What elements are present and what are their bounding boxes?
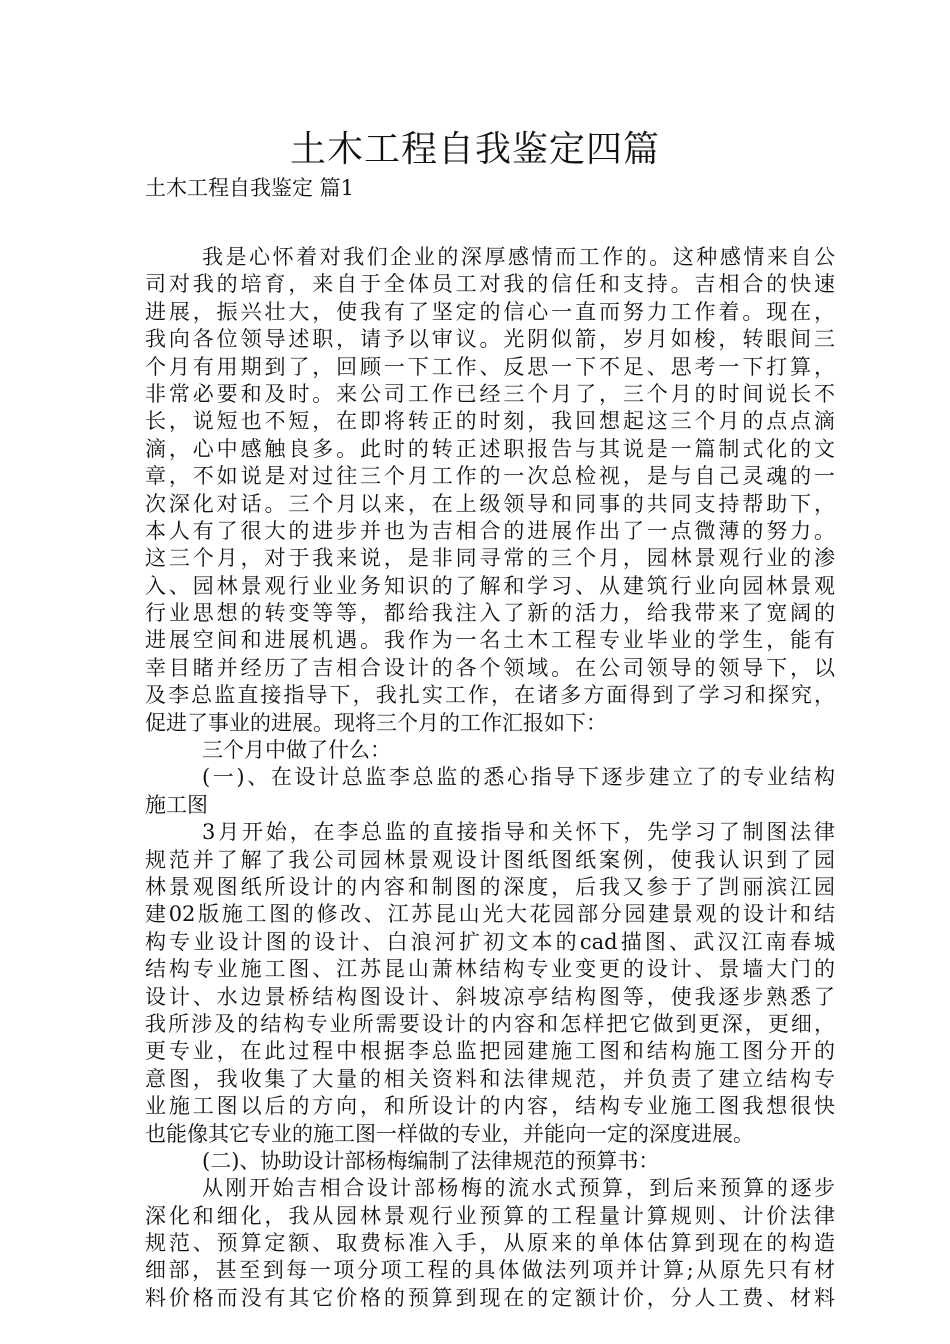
text-line: 建02版施工图的修改、江苏昆山光大花园部分园建景观的设计和结: [145, 902, 835, 927]
text-line: 及李总监直接指导下，我扎实工作，在诸多方面得到了学习和探究，: [145, 683, 835, 708]
text-line: 长，说短也不短，在即将转正的时刻，我回想起这三个月的点点滴: [145, 409, 835, 434]
text-line: 也能像其它专业的施工图一样做的专业，并能向一定的深度进展。: [145, 1121, 754, 1146]
text-line: 个月有用期到了，回顾一下工作、反思一下不足、思考一下打算，: [145, 354, 835, 379]
text-line: 结构专业施工图、江苏昆山萧林结构专业变更的设计、景墙大门的: [145, 957, 835, 982]
text-line: 我所涉及的结构专业所需要设计的内容和怎样把它做到更深，更细，: [145, 1011, 835, 1036]
text-line: 构专业设计图的设计、白浪河扩初文本的cad描图、武汉江南春城: [145, 929, 835, 954]
text-line: 进展空间和进展机遇。我作为一名土木工程专业毕业的学生，能有: [145, 628, 835, 653]
text-line: 3月开始，在李总监的直接指导和关怀下，先学习了制图法律: [202, 820, 835, 845]
text-line: 规范、预算定额、取费标准入手，从原来的单体估算到现在的构造: [145, 1231, 835, 1256]
section-heading: (二)、协助设计部杨梅编制了法律规范的预算书：: [202, 1148, 660, 1173]
text-line: 更专业，在此过程中根据李总监把园建施工图和结构施工图分开的: [145, 1039, 835, 1064]
text-line: 章，不如说是对过往三个月工作的一次总检视，是与自己灵魂的一: [145, 464, 835, 489]
text-line: 料价格而没有其它价格的预算到现在的定额计价，分人工费、材料: [145, 1285, 835, 1310]
text-line: 促进了事业的进展。现将三个月的工作汇报如下：: [145, 710, 607, 735]
document-title: 土木工程自我鉴定四篇: [289, 129, 660, 170]
text-line: 这三个月，对于我来说，是非同寻常的三个月，园林景观行业的渗: [145, 546, 835, 571]
text-line: 林景观图纸所设计的内容和制图的深度，后我又参于了剀丽滨江园: [145, 874, 835, 899]
text-line: 行业思想的转变等等，都给我注入了新的活力，给我带来了宽阔的: [145, 601, 835, 626]
text-line: 入、园林景观行业业务知识的了解和学习、从建筑行业向园林景观: [145, 573, 835, 598]
text-line: 设计、水边景桥结构图设计、斜坡凉亭结构图等，使我逐步熟悉了: [145, 984, 835, 1009]
text-line: 业施工图以后的方向，和所设计的内容，结构专业施工图我想很快: [145, 1094, 835, 1119]
text-line: 施工图: [145, 792, 208, 817]
section-heading: (一)、在设计总监李总监的悉心指导下逐步建立了的专业结构: [202, 765, 835, 790]
text-line: 本人有了很大的进步并也为吉相合的进展作出了一点微薄的努力。: [145, 518, 835, 543]
section-heading: 三个月中做了什么：: [202, 738, 391, 763]
document-subtitle: 土木工程自我鉴定 篇1: [145, 176, 355, 200]
text-line: 意图，我收集了大量的相关资料和法律规范，并负责了建立结构专: [145, 1066, 835, 1091]
text-line: 进展，振兴壮大，使我有了坚定的信心一直而努力工作着。现在，: [145, 299, 835, 324]
text-line: 我是心怀着对我们企业的深厚感情而工作的。这种感情来自公: [202, 245, 835, 269]
text-line: 非常必要和及时。来公司工作已经三个月了，三个月的时间说长不: [145, 381, 835, 406]
text-line: 细部，甚至到每一项分项工程的具体做法列项并计算;从原先只有材: [145, 1258, 835, 1283]
text-line: 幸目睹并经历了吉相合设计的各个领域。在公司领导的领导下，以: [145, 655, 835, 680]
text-line: 规范并了解了我公司园林景观设计图纸图纸案例，使我认识到了园: [145, 847, 835, 872]
text-line: 次深化对话。三个月以来，在上级领导和同事的共同支持帮助下，: [145, 491, 835, 516]
document-body: [145, 244, 835, 1312]
text-line: 从刚开始吉相合设计部杨梅的流水式预算，到后来预算的逐步: [202, 1176, 835, 1201]
text-line: 滴，心中感触良多。此时的转正述职报告与其说是一篇制式化的文: [145, 436, 835, 461]
text-line: 深化和细化，我从园林景观行业预算的工程量计算规则、计价法律: [145, 1203, 835, 1228]
text-line: 司对我的培育，来自于全体员工对我的信任和支持。吉相合的快速: [145, 272, 835, 297]
text-line: 我向各位领导述职，请予以审议。光阴似箭，岁月如梭，转眼间三: [145, 327, 835, 352]
